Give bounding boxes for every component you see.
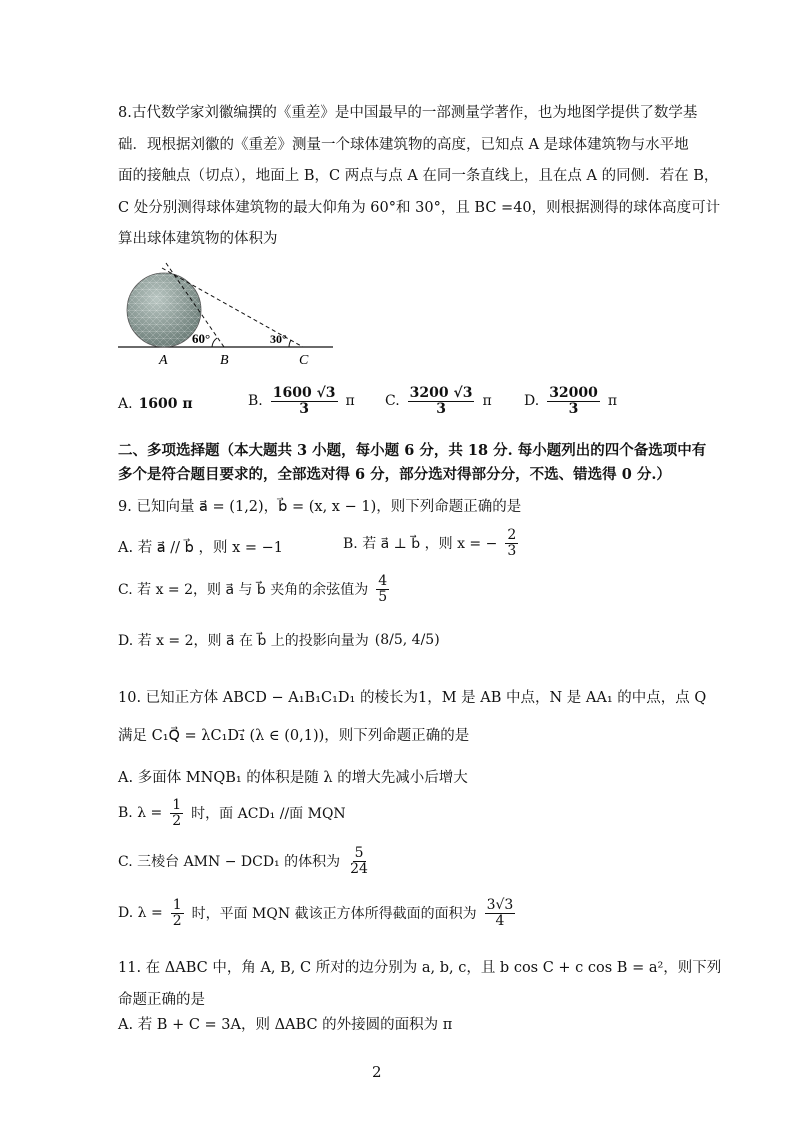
- q8-option-d-num: 32000: [549, 385, 598, 401]
- q10-option-d-area-den: 4: [495, 912, 505, 929]
- q8-option-d-fraction: [547, 386, 600, 416]
- q10-option-c[interactable]: [118, 846, 372, 876]
- q10-option-c-text: C. 三棱台 AMN − DCD₁ 的体积为: [118, 854, 341, 871]
- q9-option-d[interactable]: [118, 630, 440, 650]
- q8-option-b-num: 1600 √3: [272, 385, 336, 401]
- q11-stem-line-1: 11. 在 ΔABC 中，角 A, B, C 所对的边分别为 a, b, c，且 b cos C + c cos B = a²，则下列: [118, 960, 722, 976]
- q8-option-c[interactable]: [385, 386, 492, 416]
- q9-option-b-text: B. 若 a⃗ ⊥ b⃗ ，则 x = −: [343, 536, 498, 553]
- q8-option-a-label: A.: [118, 396, 133, 412]
- q8-option-c-den: 3: [436, 400, 446, 417]
- q10-option-d-area-num: 3√3: [486, 897, 514, 913]
- q10-option-b[interactable]: [118, 798, 346, 828]
- q10-stem-line-1: 10. 已知正方体 ABCD − A₁B₁C₁D₁ 的棱长为1，M 是 AB 中点，N 是 AA₁ 的中点，点 Q: [118, 690, 707, 706]
- q10-option-b-text: B. λ =: [118, 805, 163, 822]
- point-b-label: B: [220, 353, 229, 368]
- q9-option-c-num: 4: [378, 573, 388, 589]
- q9-option-c[interactable]: [118, 574, 391, 604]
- q8-option-c-label: C.: [385, 393, 400, 410]
- q8-option-b[interactable]: [248, 386, 355, 416]
- angle-arc-b: [212, 338, 217, 347]
- q8-option-c-num: 3200 √3: [409, 385, 473, 401]
- q9-option-b-den: 3: [507, 542, 517, 559]
- q10-option-c-num: 5: [354, 845, 364, 861]
- q8-option-d-pi: π: [607, 393, 618, 410]
- q8-line-1: 8.古代数学家刘徽编撰的《重差》是中国最早的一部测量学著作，也为地图学提供了数学基: [118, 105, 698, 121]
- q8-option-b-pi: π: [345, 393, 355, 410]
- q10-option-d-area-fraction: [485, 898, 516, 928]
- q8-line-3: 面的接触点（切点），地面上 B，C 两点与点 A 在同一条直线上，且在点 A 的同侧．若在 B，: [118, 168, 719, 184]
- q8-option-a[interactable]: [118, 396, 193, 412]
- q8-option-a-value: 1600 π: [138, 396, 193, 412]
- q10-option-d[interactable]: [118, 898, 517, 928]
- q10-option-b-den: 2: [172, 812, 182, 829]
- q8-option-d-den: 3: [568, 400, 579, 417]
- q10-option-d-text: D. λ =: [118, 905, 163, 922]
- q8-option-d[interactable]: [524, 386, 617, 416]
- sphere-mesh: [127, 273, 201, 347]
- q9-option-d-text: D. 若 x = 2，则 a⃗ 在 b⃗ 上的投影向量为: [118, 633, 369, 649]
- sphere-figure: [118, 258, 338, 373]
- q11-option-a[interactable]: A. 若 B + C = 3A，则 ΔABC 的外接圆的面积为 π: [118, 1017, 453, 1033]
- q10-option-b-num: 1: [172, 797, 182, 813]
- q8-option-b-den: 3: [299, 400, 310, 417]
- q9-option-b[interactable]: [343, 528, 520, 558]
- q10-option-c-den: 24: [350, 860, 368, 877]
- point-a-label: A: [159, 353, 168, 368]
- q9-option-c-den: 5: [378, 588, 388, 605]
- q8-line-5: 算出球体建筑物的体积为: [118, 231, 278, 247]
- q8-line-2: 础．现根据刘徽的《重差》测量一个球体建筑物的高度，已知点 A 是球体建筑物与水平地: [118, 137, 689, 153]
- q9-option-b-fraction: [505, 528, 518, 558]
- q8-option-b-fraction: [271, 386, 338, 416]
- q8-option-d-label: D.: [524, 393, 540, 410]
- angle-arc-c: [289, 340, 291, 347]
- q10-option-d-num: 1: [172, 897, 182, 913]
- section2-heading-line-1: 二、多项选择题（本大题共 3 小题，每小题 6 分，共 18 分. 每小题列出的四个备选项中有: [118, 442, 707, 459]
- q10-option-b-rest: 时，面 ACD₁ //面 MQN: [191, 806, 346, 823]
- q8-option-c-pi: π: [482, 393, 492, 410]
- q10-option-d-rest: 时，平面 MQN 截该正方体所得截面的面积为: [191, 906, 477, 923]
- page-number: 2: [372, 1063, 382, 1081]
- q9-option-a[interactable]: A. 若 a⃗ // b⃗ ，则 x = −1: [118, 540, 284, 556]
- q8-line-4: C 处分别测得球体建筑物的最大仰角为 60°和 30°，且 BC =40，则根据测得的球体高度可计: [118, 200, 721, 216]
- q9-option-c-fraction: [376, 574, 389, 604]
- angle-c-label: 30°: [270, 332, 287, 346]
- q11-stem-line-2: 命题正确的是: [118, 992, 205, 1008]
- q8-option-c-fraction: [408, 386, 475, 416]
- q10-option-c-fraction: [348, 846, 370, 876]
- q9-option-c-text: C. 若 x = 2，则 a⃗ 与 b⃗ 夹角的余弦值为: [118, 582, 369, 599]
- q10-option-d-den: 2: [172, 912, 182, 929]
- q9-option-d-vector: (8/5, 4/5): [374, 632, 440, 648]
- section2-heading-line-2: 多个是符合题目要求的，全部选对得 6 分，部分选对得部分分，不选、错选得 0 分.）: [118, 466, 671, 483]
- angle-b-label: 60°: [192, 331, 211, 346]
- q10-option-d-fraction: [171, 898, 184, 928]
- q10-option-b-fraction: [170, 798, 183, 828]
- point-c-label: C: [299, 353, 309, 368]
- q10-stem-line-2: 满足 C₁Q⃗ = λC₁D₁⃗ (λ ∈ (0,1))，则下列命题正确的是: [118, 728, 470, 744]
- q10-option-a[interactable]: A. 多面体 MNQB₁ 的体积是随 λ 的增大先减小后增大: [118, 770, 468, 786]
- q9-stem: 9. 已知向量 a⃗ = (1,2)，b⃗ = (x, x − 1)，则下列命题正确的是: [118, 499, 522, 515]
- q8-option-b-label: B.: [248, 393, 263, 410]
- q9-option-b-num: 2: [507, 527, 517, 543]
